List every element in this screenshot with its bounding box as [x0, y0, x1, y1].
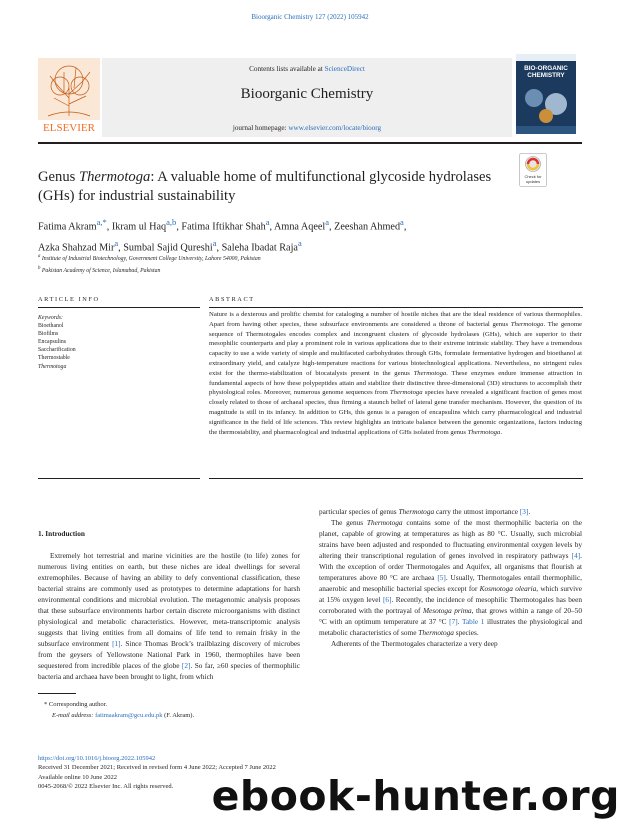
header-rule [38, 142, 582, 144]
keyword-item: Thermotoga [38, 363, 67, 370]
author-affiliation-mark[interactable]: a [212, 238, 217, 249]
author[interactable]: Zeeshan Ahmed [334, 221, 401, 233]
paragraph: Adherents of the Thermotogales characterize a very deep [331, 639, 498, 648]
footnote-rule [38, 693, 76, 694]
homepage-link[interactable]: www.elsevier.com/locate/bioorg [288, 124, 382, 132]
article-info-heading: ARTICLE INFO [38, 296, 100, 303]
keywords-label: Keywords: [38, 315, 63, 321]
divider [209, 478, 583, 479]
elsevier-tree-logo [38, 58, 100, 134]
check-updates-line2: updates [525, 179, 541, 184]
journal-cover-thumbnail[interactable] [516, 54, 576, 134]
publisher-wordmark: ELSEVIER [43, 122, 95, 134]
keyword-item: Thermostable [38, 355, 70, 362]
history-dates: Received 31 December 2021; Received in revised form 4 June 2022; Accepted 7 June 2022 [38, 764, 276, 772]
author-affiliation-mark[interactable]: a [114, 238, 119, 249]
keyword-item: Biofilms [38, 331, 59, 338]
homepage-line: journal homepage: www.elsevier.com/locate/bioorg [232, 124, 382, 132]
abstract-text: Nature is a dexterous and prolific chemist for cataloging a number of hostile niches that are the ideal residence of various thermophiles. Apart from having other species, these subsurface environments are considered a throne of bacterial genus Thermotoga. The genome sequence of Thermotogales encodes complex and incongruent clusters of glycoside hydrolases (GHs), which are superior to their mesophilic counterparts and play a prominent role in various applications due to their extreme intrinsic stability. They have a tremendous capacity to use a wide variety of simple and multifaceted carbohydrates through GHs, formulate fermentative hydrogen and bioethanol at extraordinary yield, and catalyze high-temperature reactions for various biotechnological applications. Nevertheless, no stringent rules exist for the thermo-stabilization of biocatalysts present in the genus Thermotoga. These enzymes endure immense attraction in fundamental aspects of how these polypeptides attain and stabilize their distinctive three-dimensional (3D) structures to accomplish their physiological roles. Moreover, numerous genome sequences from Thermotoga species have revealed a significant fraction of genes most closely related to those of archaeal species, thus firming a staunch belief of lateral gene transfer mechanism. However, the question of its magnitude is still in its infancy. In addition to GHs, this genus is a paragon of encapsulins which carry pharmacological and industrial significance in the field of life sciences. This review highlights an intricate balance between the genomic organizations, factors inducing the thermostability, and pharmacological and industrial applications of GHs isolated from genus Thermotoga. [209, 311, 583, 436]
watermark: ebook-hunter.org [211, 772, 620, 820]
author[interactable]: Saleha Ibadat Raja [221, 242, 298, 254]
doi-link[interactable]: https://doi.org/10.1016/j.bioorg.2022.105942 [38, 755, 156, 762]
citation-link[interactable]: [2] [181, 661, 191, 670]
divider [38, 478, 200, 479]
cover-title-line1: BIO-ORGANIC [524, 65, 568, 72]
paragraph: Extremely hot terrestrial and marine vicinities are the hostile (to life) zones for numerous living entities on earth, but these niches are ideal dwellings for several extremophiles. Because of having an ability to defy conventional classification, these bacterial strains are commonly used as prototypes to determine adaptations for harsh environmental conditions and microbial evolution. The metagenomic analysis proposes that these subsurface environments harbor certain discrete microorganisms with distinct physiological and metabolic characteristics. However, meta-transcriptomic analysis suggests that living entities from all domains of life tend to remain frisky in the subsurface environment [1]. Since Thomas Brock’s trailblazing discovery of microbes from the geysers of Yellowstone National Park in 1960, thermophiles have been sequestered from incredible places of the globe [2]. So far, ≥60 species of thermophilic bacteria and archaea have been brought to light, from which [38, 551, 300, 681]
abstract-heading: ABSTRACT [209, 296, 255, 303]
body-column-left [38, 528, 300, 682]
check-for-updates-badge[interactable] [519, 153, 547, 187]
keyword-item: Saccharification [38, 347, 76, 354]
divider [209, 307, 583, 308]
citation-link[interactable]: [1] [112, 639, 121, 648]
author-affiliation-mark[interactable]: a [325, 217, 330, 227]
keyword-item: Encapsulins [38, 339, 67, 346]
available-online: Available online 10 June 2022 [38, 773, 117, 781]
body-column-right [319, 506, 582, 649]
citation-link[interactable]: [4] [571, 551, 581, 560]
journal-reference[interactable]: Bioorganic Chemistry 127 (2022) 105942 [251, 13, 369, 21]
copyright: 0045-2068/© 2022 Elsevier Inc. All rights reserved. [38, 783, 174, 791]
author-affiliation-mark[interactable]: a [265, 217, 270, 227]
author[interactable]: Fatima Akram [38, 221, 97, 233]
cover-title-line2: CHEMISTRY [527, 72, 565, 79]
author-affiliation-mark[interactable]: a,b [166, 217, 177, 227]
contents-line: Contents lists available at ScienceDirect [249, 65, 365, 73]
citation-link[interactable]: [6] [382, 595, 392, 604]
author-affiliation-mark[interactable]: a [297, 238, 302, 249]
citation-link[interactable]: [7] [449, 617, 458, 626]
affiliation-item: $^a$ Institute of Industrial Biotechnology, Government College University, Lahore 54000, Pakistan [38, 254, 261, 262]
table-link[interactable]: Table 1 [462, 617, 485, 626]
section-heading-introduction: 1. Introduction [38, 529, 85, 538]
article-title: Genus Thermotoga: A valuable home of multifunctional glycoside hydrolases (GHs) for industrial sustainability [38, 169, 492, 204]
paragraph: The genus Thermotoga contains some of the most thermophilic bacteria on the planet, capable of growing at temperatures as high as 80 °C. Usually, such microbial strains have been adjusted and responded to fluctuating environmental oxygen levels by altering their transcriptional regulation of genes involved in respiratory pathways [4]. With the exception of order Thermotogales and Aquifex, all organisms that flourish at temperatures above 80 °C are archaea [5]. Usually, Thermotogales entail thermophilic, anaerobic and mesophilic bacterial species except for Kosmotoga olearia, which survive at 15% oxygen level [6]. Recently, the incidence of mesophilic Thermotogales has been corroborated with the portrayal of Mesotoga prima, that grows within a range of 20–50 °C with an optimum temperature at 37 °C [7]. Table 1 illustrates the physiological and metabolic characteristics of some Thermotoga species. [319, 518, 583, 637]
author[interactable]: Amna Aqeel [274, 221, 326, 233]
author[interactable]: Ikram ul Haq [111, 221, 167, 233]
affiliations [38, 252, 558, 276]
keywords-block [38, 314, 198, 371]
author-list: Fatima Akram$^{a,*}$, Ikram ul Haq$^{a,b}$, Fatima Iftikhar Shah$^a$, Amna Aqeel$^a$, Zeeshan Ahmed$^a$, Azka Shahzad Mir$^a$, Sumbal Sajid Qureshi$^a$, Saleha Ibadat Raja$^a$ [38, 217, 407, 254]
author[interactable]: Fatima Iftikhar Shah [181, 221, 266, 233]
divider [38, 307, 200, 308]
email-link[interactable]: fatimaakram@gcu.edu.pk [95, 712, 163, 719]
sciencedirect-link[interactable]: ScienceDirect [324, 65, 365, 73]
affiliation-item: $^b$ Pakistan Academy of Science, Islamabad, Pakistan [38, 265, 161, 274]
paragraph: particular species of genus Thermotoga carry the utmost importance [3]. [319, 507, 531, 516]
journal-name: Bioorganic Chemistry [240, 86, 374, 102]
author[interactable]: Azka Shahzad Mir [38, 242, 115, 254]
author-affiliation-mark[interactable]: a,* [96, 217, 107, 227]
author[interactable]: Sumbal Sajid Qureshi [123, 242, 213, 254]
citation-link[interactable]: [3] [519, 507, 529, 516]
author-affiliation-mark[interactable]: a [400, 217, 404, 227]
check-updates-line1: Check for [524, 174, 542, 179]
keyword-item: Bioethanol [38, 323, 64, 330]
corresponding-author-footnote: * Corresponding author. E-mail address: fatimaakram@gcu.edu.pk (F. Akram). [44, 701, 195, 719]
citation-link[interactable]: [5] [437, 573, 446, 582]
